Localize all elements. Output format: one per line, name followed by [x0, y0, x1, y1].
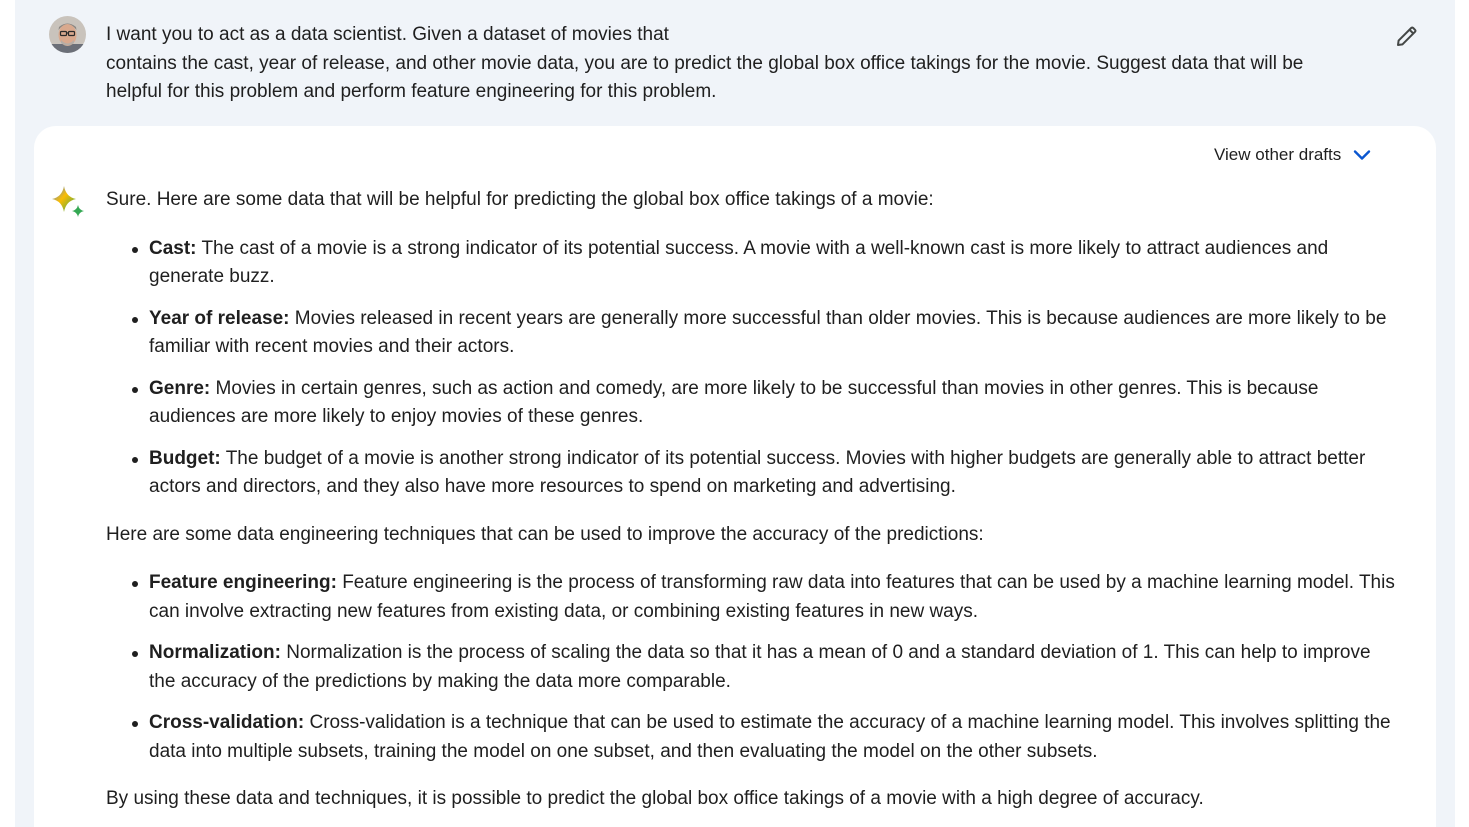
chevron-down-icon: [1351, 144, 1373, 166]
item-text: Normalization is the process of scaling the data so that it has a mean of 0 and a standard deviation of 1. This can help to improve the accuracy of the predictions by making the data more comparable.: [149, 642, 1371, 692]
list-item: [149, 235, 1396, 292]
item-text: Cross-validation is a technique that can be used to estimate the accuracy of a machine learning model. This involves splitting the data into multiple subsets, training the model on one subset, and then evaluating the model on the other subsets.: [149, 712, 1391, 762]
conversation-area: [15, 0, 1455, 827]
item-term: Cross-validation:: [149, 712, 305, 733]
data-suggestions-list: [106, 235, 1396, 502]
list-item: [149, 709, 1396, 766]
item-term: Feature engineering:: [149, 572, 337, 593]
response-outro: By using these data and techniques, it is possible to predict the global box office takings of a movie with a high degree of accuracy.: [106, 788, 1204, 809]
list-item: [149, 375, 1396, 432]
response-card: [34, 126, 1436, 827]
item-text: Movies in certain genres, such as action and comedy, are more likely to be successful than movies in other genres. This is because audiences are more likely to enjoy movies of these genres.: [149, 377, 1319, 427]
item-term: Normalization:: [149, 642, 281, 663]
list-item: [149, 639, 1396, 696]
item-text: Movies released in recent years are generally more successful than older movies. This is because audiences are more likely to be familiar with recent movies and their actors.: [149, 307, 1387, 357]
item-text: The cast of a movie is a strong indicator of its potential success. A movie with a well-known cast is more likely to attract audiences and generate buzz.: [149, 237, 1329, 287]
pencil-icon: [1395, 24, 1419, 48]
prompt-text: [106, 21, 1386, 107]
list-item: [149, 445, 1396, 502]
prompt-line: helpful for this problem and perform feature engineering for this problem.: [106, 81, 717, 102]
view-other-drafts-button[interactable]: [1214, 140, 1373, 170]
user-avatar: [49, 16, 86, 53]
list-item: [149, 569, 1396, 626]
sparkle-icon: [51, 184, 87, 220]
item-term: Genre:: [149, 377, 211, 399]
drafts-label: View other drafts: [1214, 145, 1342, 164]
item-term: Budget:: [149, 447, 221, 469]
user-prompt: [15, 0, 1455, 126]
prompt-line: I want you to act as a data scientist. Given a dataset of movies that: [106, 24, 669, 45]
response-text: [106, 186, 1396, 814]
response-intro: Sure. Here are some data that will be helpful for predicting the global box office takings of a movie:: [106, 189, 934, 210]
item-text: Feature engineering is the process of transforming raw data into features that can be used by a machine learning model. This can involve extracting new features from existing data, or combining existing features in new ways.: [149, 572, 1395, 622]
prompt-line: contains the cast, year of release, and other movie data, you are to predict the global box office takings for the movie. Suggest data that will be: [106, 52, 1304, 74]
edit-prompt-button[interactable]: [1392, 21, 1422, 51]
item-term: Year of release:: [149, 307, 290, 329]
techniques-list: [106, 569, 1396, 766]
item-term: Cast:: [149, 237, 197, 259]
item-text: The budget of a movie is another strong indicator of its potential success. Movies with higher budgets are generally able to attract better actors and directors, and they also have more resources to spend on marketing and advertising.: [149, 447, 1366, 497]
response-middle: Here are some data engineering techniques that can be used to improve the accuracy of the predictions:: [106, 523, 984, 545]
list-item: [149, 305, 1396, 362]
